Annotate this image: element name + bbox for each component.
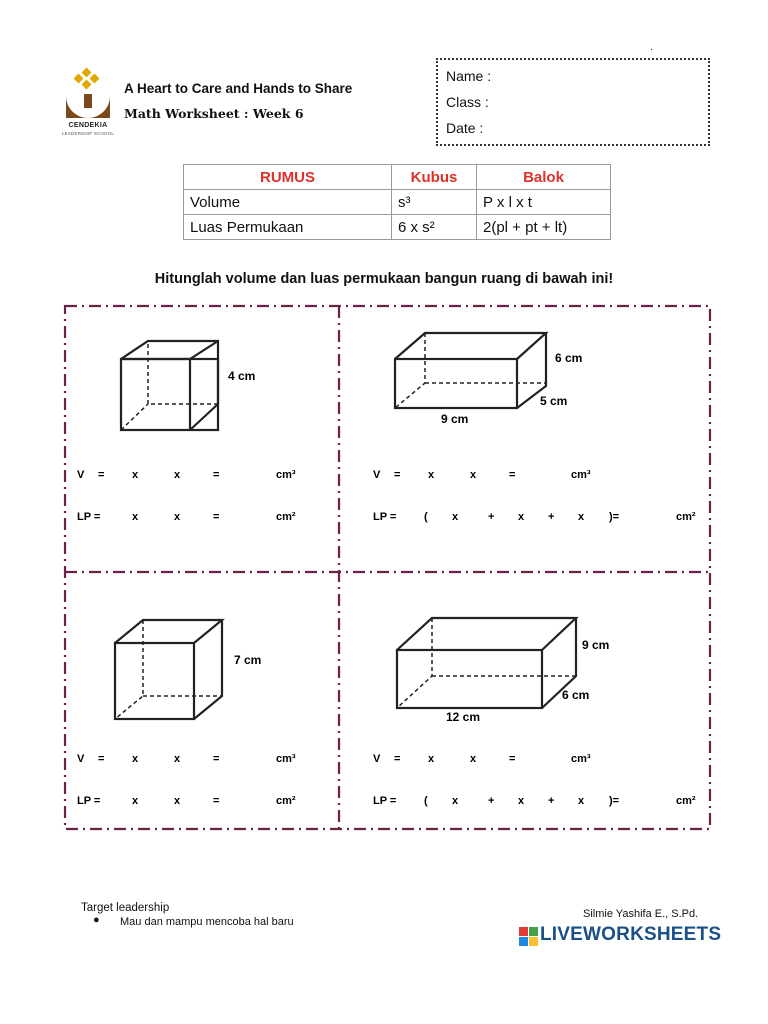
- name-label[interactable]: Name :: [446, 68, 492, 84]
- svg-text:+: +: [488, 511, 495, 523]
- target-leadership-title: Target leadership: [81, 902, 170, 914]
- grid-frame: [65, 306, 710, 829]
- dimension-label: 7 cm: [234, 653, 262, 667]
- svg-text:=: =: [213, 469, 220, 481]
- svg-text:cm³: cm³: [571, 753, 591, 765]
- svg-text:x: x: [518, 795, 525, 807]
- svg-text:cm²: cm²: [676, 511, 696, 523]
- bullet-icon: ●: [93, 914, 100, 926]
- dimension-label: 5 cm: [540, 394, 568, 408]
- surface-area-equation: [373, 795, 696, 807]
- surface-area-equation: [373, 511, 696, 523]
- svg-text:+: +: [548, 795, 555, 807]
- logo-name: CENDEKIA: [68, 122, 108, 129]
- balok-formula: P x l x t: [477, 190, 611, 215]
- svg-text:cm³: cm³: [276, 469, 296, 481]
- svg-text:=: =: [394, 469, 401, 481]
- svg-text:x: x: [132, 469, 139, 481]
- svg-text:=: =: [98, 753, 105, 765]
- svg-text:x: x: [132, 753, 139, 765]
- cuboid-shape: [395, 333, 546, 408]
- svg-text:)=: )=: [609, 795, 620, 807]
- svg-text:x: x: [428, 469, 435, 481]
- kubus-formula: 6 x s²: [392, 215, 477, 240]
- svg-text:=: =: [213, 795, 220, 807]
- svg-text:x: x: [452, 795, 459, 807]
- row-label: Volume: [184, 190, 392, 215]
- svg-text:x: x: [578, 511, 585, 523]
- svg-text:+: +: [548, 511, 555, 523]
- svg-text:=: =: [98, 469, 105, 481]
- kubus-formula: s³: [392, 190, 477, 215]
- svg-text:x: x: [470, 469, 477, 481]
- svg-text:)=: )=: [609, 511, 620, 523]
- svg-text:V: V: [77, 469, 85, 481]
- svg-text:x: x: [174, 469, 181, 481]
- svg-text:x: x: [452, 511, 459, 523]
- svg-text:x: x: [174, 753, 181, 765]
- target-leadership-item: Mau dan mampu mencoba hal baru: [120, 916, 294, 928]
- dimension-label: 9 cm: [441, 412, 469, 426]
- svg-text:+: +: [488, 795, 495, 807]
- svg-text:LP =: LP =: [373, 795, 397, 807]
- cuboid-shape: [397, 618, 576, 708]
- cube-shape: [121, 341, 218, 430]
- row-label: Luas Permukaan: [184, 215, 392, 240]
- dimension-label: 6 cm: [555, 351, 583, 365]
- surface-area-equation: [77, 795, 296, 807]
- author-name: Silmie Yashifa E., S.Pd.: [583, 908, 699, 920]
- kubus-header: Kubus: [392, 165, 477, 190]
- volume-equation: [77, 753, 296, 765]
- surface-area-equation: [77, 511, 296, 523]
- svg-text:LP =: LP =: [77, 511, 101, 523]
- dimension-label: 4 cm: [228, 369, 256, 383]
- svg-text:x: x: [132, 795, 139, 807]
- worksheet-subtitle: Math Worksheet : Week 6: [124, 106, 304, 121]
- volume-equation: [373, 753, 591, 765]
- date-label[interactable]: Date :: [446, 120, 484, 136]
- svg-text:x: x: [470, 753, 477, 765]
- svg-text:x: x: [174, 511, 181, 523]
- dimension-label: 6 cm: [562, 688, 590, 702]
- svg-text:=: =: [213, 511, 220, 523]
- worksheet-motto: A Heart to Care and Hands to Share: [124, 81, 353, 96]
- cube-shape: [115, 620, 222, 719]
- svg-text:x: x: [578, 795, 585, 807]
- svg-text:(: (: [424, 511, 428, 523]
- instruction-text: Hitunglah volume dan luas permukaan bangun ruang di bawah ini!: [154, 271, 614, 287]
- svg-text:=: =: [213, 753, 220, 765]
- svg-text:=: =: [509, 469, 516, 481]
- dimension-label: 12 cm: [446, 710, 481, 724]
- svg-text:(: (: [424, 795, 428, 807]
- svg-text:cm²: cm²: [276, 511, 296, 523]
- logo-subtitle: LEADERSHIP SCHOOL: [61, 131, 115, 136]
- svg-text:V: V: [373, 469, 381, 481]
- svg-text:cm²: cm²: [276, 795, 296, 807]
- rumus-header: RUMUS: [184, 165, 392, 190]
- svg-text:V: V: [77, 753, 85, 765]
- svg-text:cm³: cm³: [571, 469, 591, 481]
- svg-text:cm²: cm²: [676, 795, 696, 807]
- liveworksheets-brand[interactable]: LIVEWORKSHEETS: [540, 924, 722, 945]
- svg-text:x: x: [428, 753, 435, 765]
- volume-equation: [373, 469, 591, 481]
- svg-text:V: V: [373, 753, 381, 765]
- dimension-label: 9 cm: [582, 638, 610, 652]
- liveworksheets-logo-icon: [519, 925, 539, 947]
- svg-text:=: =: [509, 753, 516, 765]
- svg-text:x: x: [174, 795, 181, 807]
- volume-equation: [77, 469, 296, 481]
- svg-text:LP =: LP =: [373, 511, 397, 523]
- svg-text:LP =: LP =: [77, 795, 101, 807]
- svg-text:x: x: [132, 511, 139, 523]
- svg-text:x: x: [518, 511, 525, 523]
- svg-text:cm³: cm³: [276, 753, 296, 765]
- balok-header: Balok: [477, 165, 611, 190]
- stray-dot: .: [650, 42, 653, 53]
- class-label[interactable]: Class :: [446, 94, 489, 110]
- svg-text:=: =: [394, 753, 401, 765]
- balok-formula: 2(pl + pt + lt): [477, 215, 611, 240]
